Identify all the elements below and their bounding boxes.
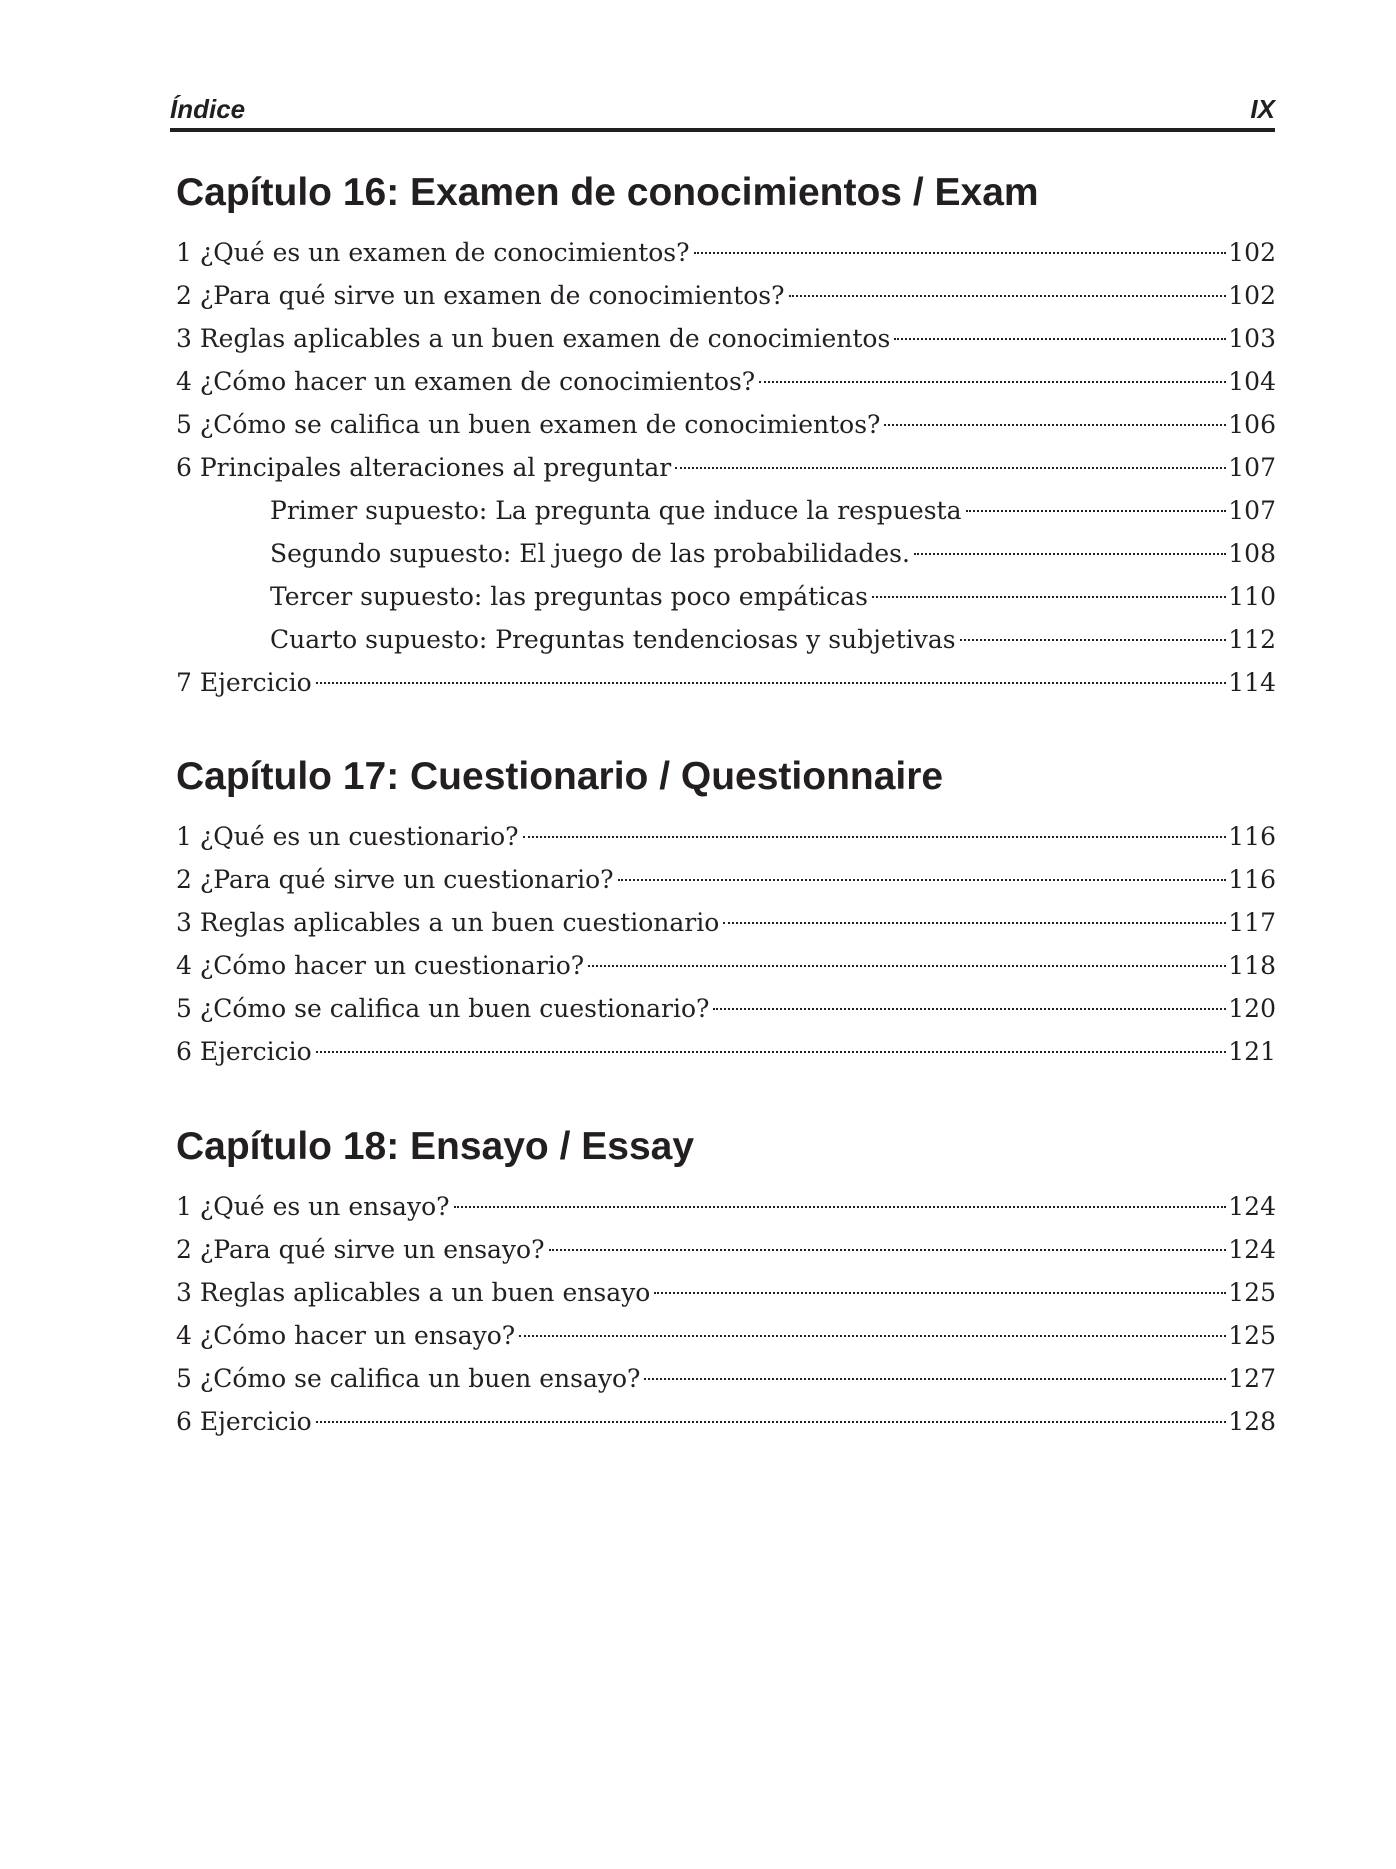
toc-entry-text: 4 ¿Cómo hacer un cuestionario? bbox=[176, 951, 585, 980]
toc-page-number: 103 bbox=[1228, 324, 1276, 353]
chapter-18 bbox=[176, 1121, 1276, 1443]
chapter-title: Capítulo 18: Ensayo / Essay bbox=[176, 1125, 695, 1168]
toc-entry[interactable] bbox=[176, 403, 1276, 446]
dot-leader bbox=[872, 596, 1226, 598]
toc-entry[interactable] bbox=[176, 1271, 1276, 1314]
toc-entry[interactable] bbox=[176, 360, 1276, 403]
dot-leader bbox=[316, 1421, 1227, 1423]
toc-subentry[interactable] bbox=[176, 532, 1276, 575]
toc-entry[interactable] bbox=[176, 1228, 1276, 1271]
toc-page-number: 125 bbox=[1228, 1278, 1276, 1307]
toc-page-number: 116 bbox=[1228, 822, 1276, 851]
dot-leader bbox=[618, 879, 1227, 881]
toc-page-number: 124 bbox=[1228, 1192, 1276, 1221]
toc-entry-text: Cuarto supuesto: Preguntas tendenciosas y subjetivas bbox=[270, 625, 956, 654]
toc-entry[interactable] bbox=[176, 1357, 1276, 1400]
toc-entry-text: 3 Reglas aplicables a un buen examen de conocimientos bbox=[176, 324, 891, 353]
toc-page-number: 114 bbox=[1228, 668, 1276, 697]
toc-entry[interactable] bbox=[176, 317, 1276, 360]
chapter-16 bbox=[176, 167, 1276, 704]
toc-entry-text: Primer supuesto: La pregunta que induce la respuesta bbox=[270, 496, 962, 525]
toc-page-number: 107 bbox=[1228, 453, 1276, 482]
toc-entry-text: 6 Ejercicio bbox=[176, 1037, 312, 1066]
toc-entry-text: 3 Reglas aplicables a un buen cuestionario bbox=[176, 908, 720, 937]
toc-entry-text: 6 Ejercicio bbox=[176, 1407, 312, 1436]
dot-leader bbox=[713, 1008, 1226, 1010]
toc-entry-text: 2 ¿Para qué sirve un examen de conocimientos? bbox=[176, 281, 785, 310]
toc-page-number: 125 bbox=[1228, 1321, 1276, 1350]
dot-leader bbox=[523, 836, 1227, 838]
toc-page-number: 121 bbox=[1228, 1037, 1276, 1066]
toc-entry[interactable] bbox=[176, 858, 1276, 901]
toc-page-number: 107 bbox=[1228, 496, 1276, 525]
toc-entry-text: 7 Ejercicio bbox=[176, 668, 312, 697]
toc-page-number: 124 bbox=[1228, 1235, 1276, 1264]
dot-leader bbox=[654, 1292, 1226, 1294]
toc-entry-text: 5 ¿Cómo se califica un buen cuestionario? bbox=[176, 994, 710, 1023]
running-header-section: Índice bbox=[170, 94, 246, 124]
toc-entry-text: 1 ¿Qué es un cuestionario? bbox=[176, 822, 519, 851]
toc-entry[interactable] bbox=[176, 1314, 1276, 1357]
toc-entry-text: 3 Reglas aplicables a un buen ensayo bbox=[176, 1278, 651, 1307]
dot-leader bbox=[884, 424, 1226, 426]
dot-leader bbox=[316, 682, 1227, 684]
dot-leader bbox=[549, 1249, 1227, 1251]
toc-page-number: 118 bbox=[1228, 951, 1276, 980]
toc-entry-text: 4 ¿Cómo hacer un ensayo? bbox=[176, 1321, 516, 1350]
dot-leader bbox=[894, 338, 1226, 340]
toc-page-number: 117 bbox=[1228, 908, 1276, 937]
toc-page-number: 108 bbox=[1228, 539, 1276, 568]
toc-entry[interactable] bbox=[176, 231, 1276, 274]
toc-entry[interactable] bbox=[176, 1185, 1276, 1228]
toc-entry-text: 1 ¿Qué es un examen de conocimientos? bbox=[176, 238, 690, 267]
toc-subentry[interactable] bbox=[176, 575, 1276, 618]
toc-page-number: 120 bbox=[1228, 994, 1276, 1023]
dot-leader bbox=[723, 922, 1226, 924]
toc-subentry[interactable] bbox=[176, 489, 1276, 532]
toc-entry[interactable] bbox=[176, 944, 1276, 987]
toc-page-number: 104 bbox=[1228, 367, 1276, 396]
toc-page-number: 106 bbox=[1228, 410, 1276, 439]
toc-entry-text: 2 ¿Para qué sirve un ensayo? bbox=[176, 1235, 545, 1264]
toc-page-number: 127 bbox=[1228, 1364, 1276, 1393]
toc-page-number: 128 bbox=[1228, 1407, 1276, 1436]
toc-entry-text: 5 ¿Cómo se califica un buen examen de conocimientos? bbox=[176, 410, 881, 439]
toc-entry-text: 5 ¿Cómo se califica un buen ensayo? bbox=[176, 1364, 641, 1393]
chapter-17 bbox=[176, 751, 1276, 1073]
toc-entry-text: 6 Principales alteraciones al preguntar bbox=[176, 453, 672, 482]
toc-entry[interactable] bbox=[176, 661, 1276, 704]
toc-page-number: 112 bbox=[1228, 625, 1276, 654]
toc-subentry[interactable] bbox=[176, 618, 1276, 661]
toc-entry[interactable] bbox=[176, 1030, 1276, 1073]
dot-leader bbox=[914, 553, 1226, 555]
dot-leader bbox=[316, 1051, 1227, 1053]
dot-leader bbox=[759, 381, 1226, 383]
chapter-title: Capítulo 16: Examen de conocimientos / Exam bbox=[176, 171, 1039, 214]
page-number-roman: IX bbox=[1250, 94, 1275, 124]
toc-page-number: 102 bbox=[1228, 281, 1276, 310]
chapter-title: Capítulo 17: Cuestionario / Questionnaire bbox=[176, 755, 944, 798]
toc-entry[interactable] bbox=[176, 815, 1276, 858]
toc-entry-text: Tercer supuesto: las preguntas poco empáticas bbox=[270, 582, 868, 611]
toc-entry-text: 4 ¿Cómo hacer un examen de conocimientos? bbox=[176, 367, 756, 396]
dot-leader bbox=[519, 1335, 1226, 1337]
toc-entry[interactable] bbox=[176, 987, 1276, 1030]
toc-entry[interactable] bbox=[176, 1400, 1276, 1443]
dot-leader bbox=[675, 467, 1226, 469]
dot-leader bbox=[644, 1378, 1226, 1380]
dot-leader bbox=[694, 252, 1227, 254]
running-header bbox=[170, 92, 1275, 126]
toc-page-number: 102 bbox=[1228, 238, 1276, 267]
toc-entry[interactable] bbox=[176, 901, 1276, 944]
dot-leader bbox=[789, 295, 1227, 297]
toc-entry-text: Segundo supuesto: El juego de las probabilidades. bbox=[270, 539, 910, 568]
dot-leader bbox=[960, 639, 1227, 641]
dot-leader bbox=[966, 510, 1227, 512]
toc-entry-text: 1 ¿Qué es un ensayo? bbox=[176, 1192, 450, 1221]
toc-page-number: 110 bbox=[1228, 582, 1276, 611]
toc-page-number: 116 bbox=[1228, 865, 1276, 894]
toc-entry[interactable] bbox=[176, 446, 1276, 489]
header-rule bbox=[170, 128, 1275, 132]
dot-leader bbox=[454, 1206, 1227, 1208]
toc-entry[interactable] bbox=[176, 274, 1276, 317]
dot-leader bbox=[588, 965, 1226, 967]
toc-entry-text: 2 ¿Para qué sirve un cuestionario? bbox=[176, 865, 614, 894]
